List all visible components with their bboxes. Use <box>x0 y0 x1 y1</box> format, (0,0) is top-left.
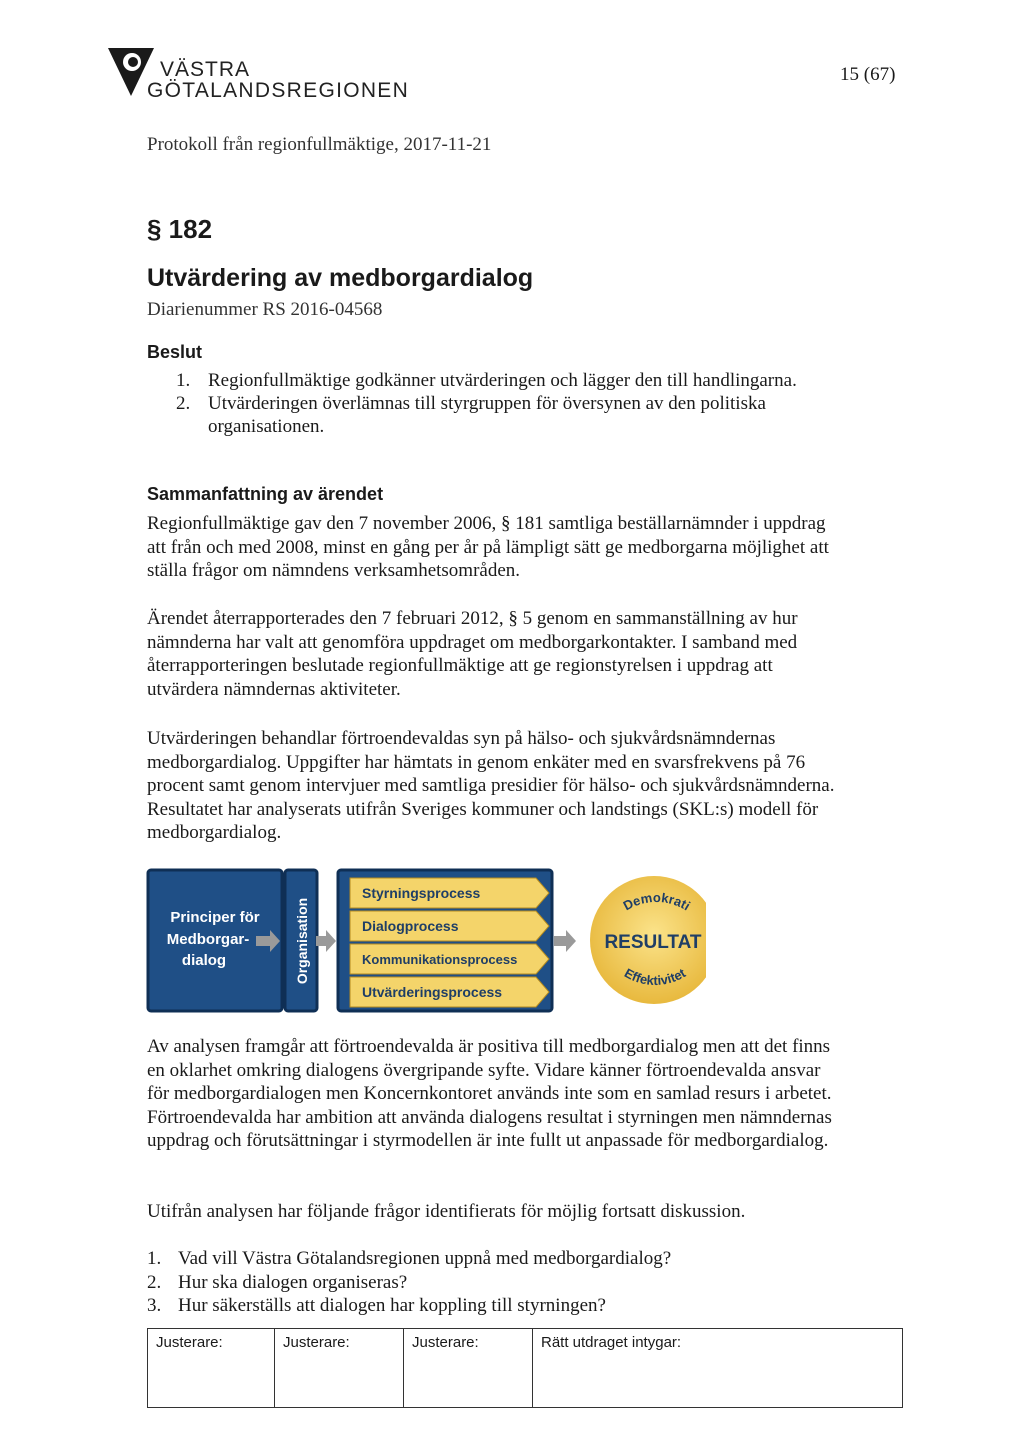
org-name-line2: GÖTALANDSREGIONEN <box>147 79 410 102</box>
list-item: 2. Hur ska dialogen organiseras? <box>147 1271 408 1293</box>
summary-heading: Sammanfattning av ärendet <box>147 484 384 504</box>
org-name-line1: VÄSTRA <box>160 58 251 81</box>
principles-text-3: dialog <box>181 952 227 969</box>
principles-text-2: Medborgar- <box>166 931 250 948</box>
list-item: 1. Vad vill Västra Götalandsregionen uppnå med medborgardialog? <box>147 1248 672 1269</box>
list-item: 2. Utvärderingen överlämnas till styrgruppen för översynen av den politiska organisationen. <box>176 393 766 437</box>
dialog-model-diagram <box>146 866 706 1014</box>
page-number: 15 (67) <box>840 64 896 85</box>
summary-paragraph: Regionfullmäktige gav den 7 november 2006, § 181 samtliga beställarnämnder i uppdrag att från och med 2008, minst en gång per år på lämpligt sätt ge medborgarna möjlighet att ställa frågor om nämndens verksamhetsområden. <box>147 513 829 581</box>
summary-paragraph: Utifrån analysen har följande frågor identifierats för möjlig fortsatt diskussion. <box>147 1201 746 1222</box>
summary-paragraph: Utvärderingen behandlar förtroendevaldas syn på hälso- och sjukvårdsnämndernas medborgardialog. Uppgifter har hämtats in genom enkäter med en svarsfrekvens på 76 procent samt genom intervjuer med samtliga presidier för hälso- och sjukvårdsnämnderna. Resultatet har analyserats utifrån Sveriges kommuner och landstings (SKL:s) modell för medborgardialog. <box>147 728 835 843</box>
summary-paragraph: Av analysen framgår att förtroendevalda är positiva till medborgardialog men att det finns en oklarhet omkring dialogens övergripande syfte. Vidare känner förtroendevalda ansvar för medborgardialogen men Koncernkontoret används inte som en samlad resurs i arbetet. Förtroendevalda har ambition att använda dialogens resultat i styrningen men nämndernas uppdrag och förutsättningar i styrmodellen är inte fullt ut anpassade för medborgardialog. <box>147 1036 832 1151</box>
signature-cell: Rätt utdraget intygar: <box>533 1329 903 1408</box>
list-item: 3. Hur säkerställs att dialogen har koppling till styrningen? <box>147 1295 606 1316</box>
decision-heading: Beslut <box>147 342 203 362</box>
principles-text-1: Principer för <box>170 909 260 926</box>
signature-cell: Justerare: <box>148 1329 275 1408</box>
question-list <box>147 1247 837 1318</box>
list-item: 1. Regionfullmäktige godkänner utvärderingen och lägger den till handlingarna. <box>176 370 797 391</box>
process-label: Styrningsprocess <box>362 885 481 901</box>
result-arc-top: Demokrati <box>620 889 693 914</box>
signature-table <box>147 1328 903 1408</box>
protocol-line: Protokoll från regionfullmäktige, 2017-11-21 <box>147 134 492 155</box>
diary-number: Diarienummer RS 2016-04568 <box>147 299 383 320</box>
signature-cell: Justerare: <box>404 1329 533 1408</box>
arrow-2 <box>316 930 336 952</box>
process-label: Kommunikationsprocess <box>362 952 518 967</box>
result-text: RESULTAT <box>604 932 702 953</box>
section-number: § 182 <box>147 214 213 244</box>
decision-list <box>147 369 837 438</box>
arrow-3 <box>554 930 576 952</box>
process-label: Utvärderingsprocess <box>362 984 503 1000</box>
page-title: Utvärdering av medborgardialog <box>147 264 534 292</box>
organisation-text: Organisation <box>294 897 310 985</box>
result-arc-bottom: Effektivitet <box>621 965 689 989</box>
summary-paragraph: Ärendet återrapporterades den 7 februari 2012, § 5 genom en sammanställning av hur nämnderna har valt att genomföra uppdraget om medborgarkontakter. I samband med återrapporteringen beslutade regionfullmäktige att ge regionstyrelsen i uppdrag att utvärdera nämndernas aktiviteter. <box>147 608 798 700</box>
process-label: Dialogprocess <box>362 918 459 934</box>
signature-cell: Justerare: <box>275 1329 404 1408</box>
